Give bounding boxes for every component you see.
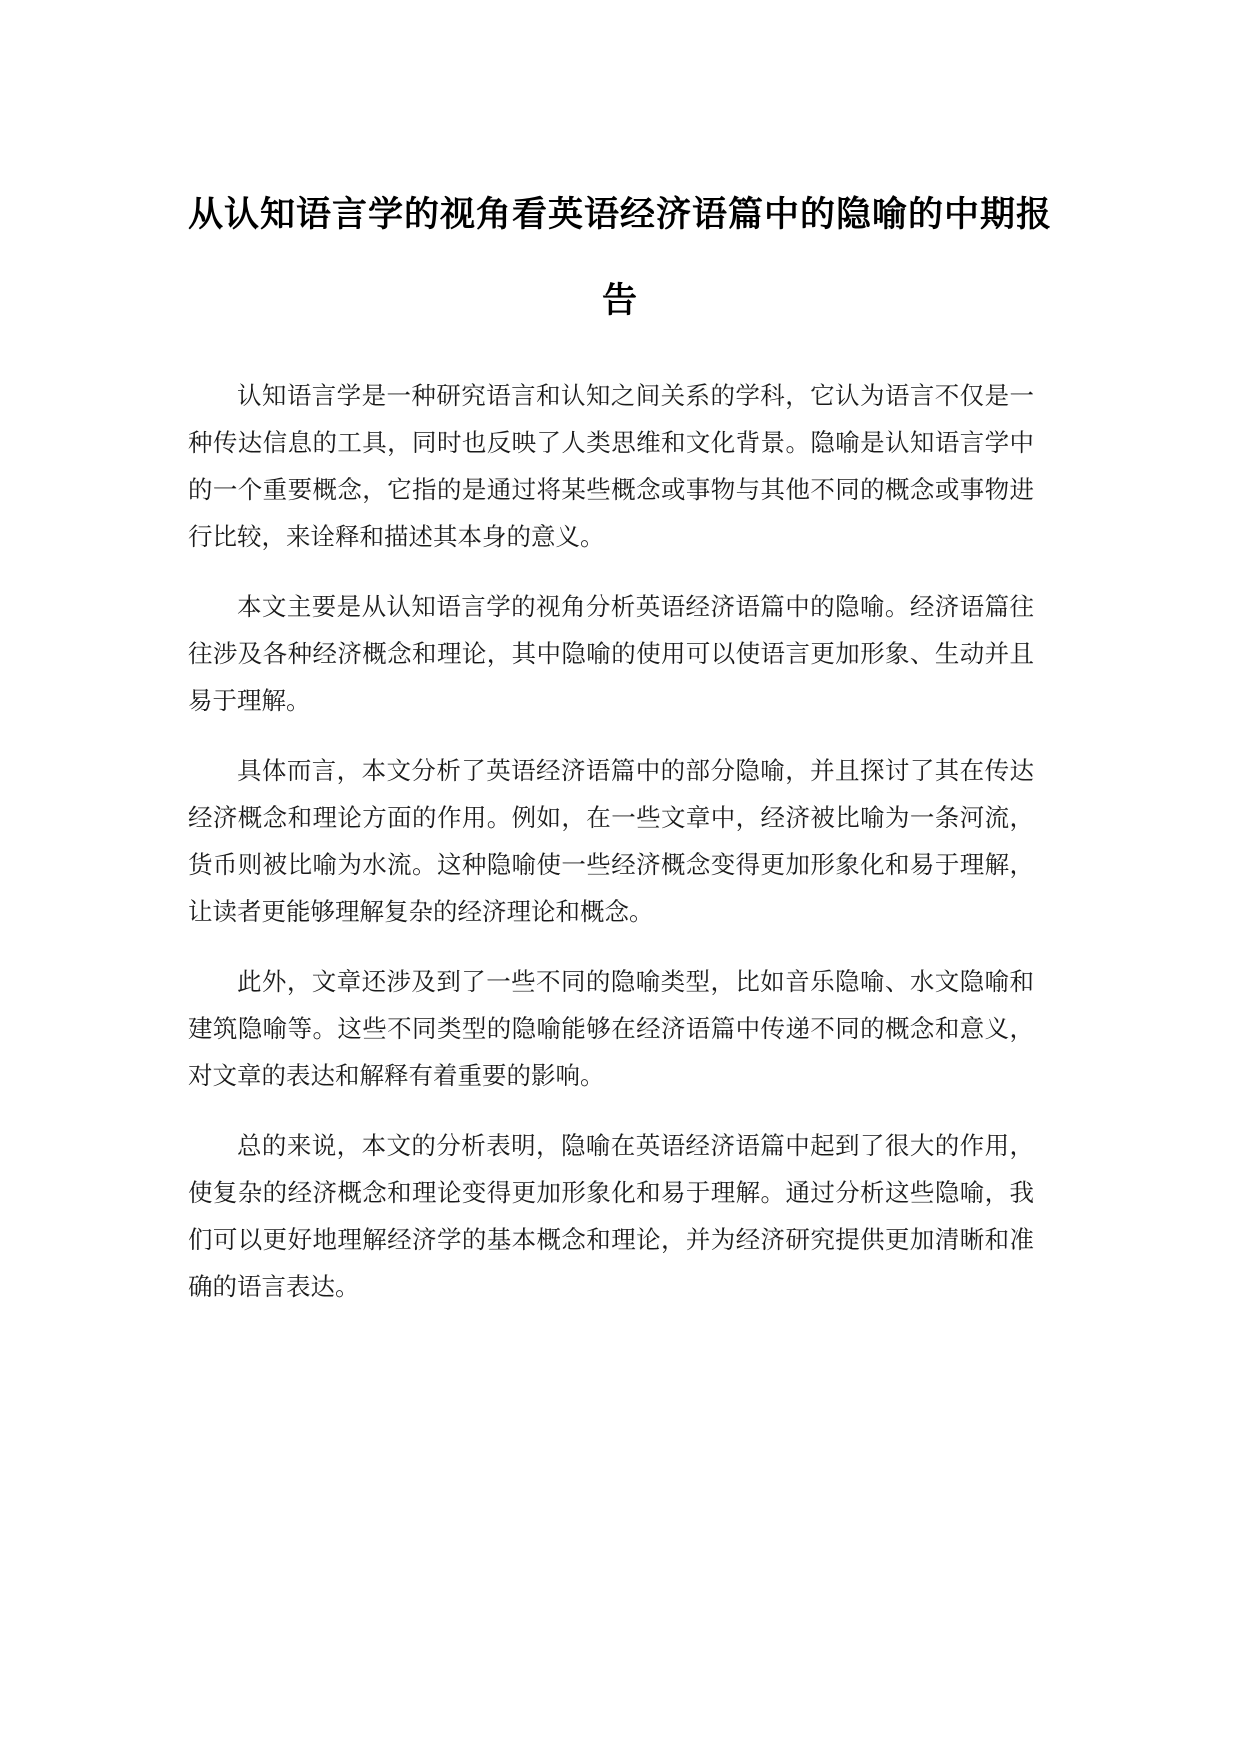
paragraph-4: 此外，文章还涉及到了一些不同的隐喻类型，比如音乐隐喻、水文隐喻和建筑隐喻等。这些不同类型的隐喻能够在经济语篇中传递不同的概念和意义，对文章的表达和解释有着重要的影响。 xyxy=(188,967,1034,1090)
paragraph-1: 认知语言学是一种研究语言和认知之间关系的学科，它认为语言不仅是一种传达信息的工具，同时也反映了人类思维和文化背景。隐喻是认知语言学中的一个重要概念，它指的是通过将某些概念或事物与其他不同的概念或事物进行比较，来诠释和描述其本身的意义。 xyxy=(188,381,1034,551)
document-body xyxy=(188,372,1034,1333)
document-title: 从认知语言学的视角看英语经济语篇中的隐喻的中期报告 xyxy=(187,195,1052,321)
paragraph-3: 具体而言，本文分析了英语经济语篇中的部分隐喻，并且探讨了其在传达经济概念和理论方面的作用。例如，在一些文章中，经济被比喻为一条河流，货币则被比喻为水流。这种隐喻使一些经济概念变得更加形象化和易于理解，让读者更能够理解复杂的经济理论和概念。 xyxy=(188,756,1034,926)
paragraph-2: 本文主要是从认知语言学的视角分析英语经济语篇中的隐喻。经济语篇往往涉及各种经济概念和理论，其中隐喻的使用可以使语言更加形象、生动并且易于理解。 xyxy=(188,592,1034,715)
paragraph-5: 总的来说，本文的分析表明，隐喻在英语经济语篇中起到了很大的作用，使复杂的经济概念和理论变得更加形象化和易于理解。通过分析这些隐喻，我们可以更好地理解经济学的基本概念和理论，并为经济研究提供更加清晰和准确的语言表达。 xyxy=(188,1131,1034,1301)
